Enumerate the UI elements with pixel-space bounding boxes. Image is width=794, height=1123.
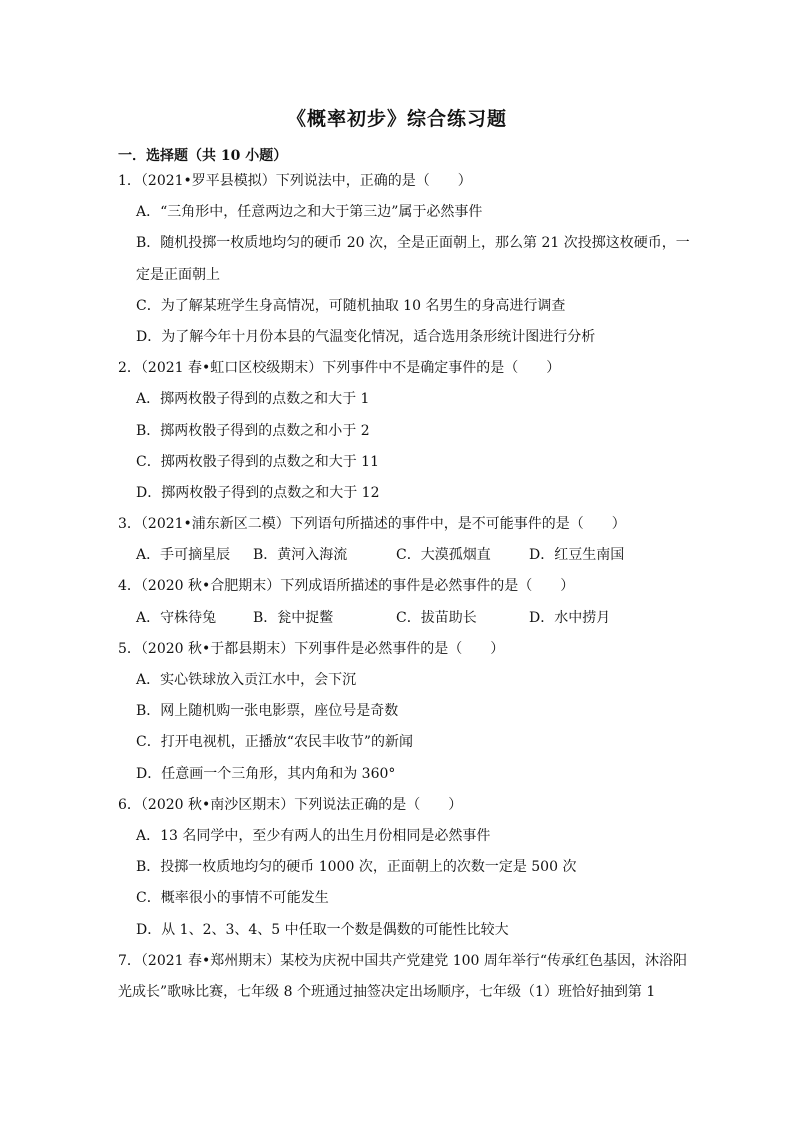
question-stem: 3．（2021•浦东新区二模）下列语句所描述的事件中，是不可能事件的是（ ） — [118, 516, 626, 533]
question-item — [118, 946, 688, 1008]
answer-option: B．掷两枚骰子得到的点数之和小于 2 — [136, 422, 370, 439]
answer-option: B．瓮中捉鳖 — [253, 609, 334, 626]
question-stem: 1．（2021•罗平县模拟）下列说法中，正确的是（ ） — [118, 173, 472, 189]
question-item — [118, 509, 684, 571]
answer-option: A．实心铁球放入贡江水中，会下沉 — [136, 672, 357, 688]
answer-option: B．黄河入海流 — [253, 547, 348, 564]
answer-option: D．红豆生南国 — [529, 547, 625, 564]
page-title: 《概率初步》综合练习题 — [286, 108, 507, 130]
section-heading: 一．选择题（共 10 小题） — [118, 148, 288, 164]
answer-option: B．网上随机购一张电影票，座位号是奇数 — [136, 703, 399, 720]
answer-option: D．从 1、2、3、4、5 中任取一个数是偶数的可能性比较大 — [136, 921, 509, 938]
question-item — [118, 790, 684, 946]
answer-options-row — [118, 603, 684, 634]
answer-option: 定是正面朝上 — [136, 266, 220, 283]
answer-option: A．掷两枚骰子得到的点数之和大于 1 — [136, 391, 370, 408]
answer-option: C．拔苗助长 — [396, 609, 477, 626]
question-list — [118, 166, 690, 1008]
answer-option: A．13 名同学中，至少有两人的出生月份相同是必然事件 — [136, 827, 491, 844]
answer-option: D．为了解今年十月份本县的气温变化情况，适合选用条形统计图进行分析 — [136, 328, 596, 345]
answer-option: B．投掷一枚质地均匀的硬币 1000 次，正面朝上的次数一定是 500 次 — [136, 859, 577, 876]
answer-option: C．为了解某班学生身高情况，可随机抽取 10 名男生的身高进行调查 — [136, 297, 566, 314]
question-stem: 光成长”歌咏比赛，七年级 8 个班通过抽签决定出场顺序，七年级（1）班恰好抽到第 1 — [118, 983, 656, 1000]
answer-option: A．手可摘星辰 — [136, 547, 231, 564]
answer-options-row — [118, 540, 684, 571]
question-item — [118, 571, 684, 633]
answer-option: D．水中捞月 — [529, 609, 611, 626]
question-stem: 4．（2020 秋•合肥期末）下列成语所描述的事件是必然事件的是（ ） — [118, 578, 575, 595]
answer-option: A．守株待兔 — [136, 609, 217, 626]
question-stem: 7．（2021 春•郑州期末）某校为庆祝中国共产党建党 100 周年举行“传承红色基因，沐浴阳 — [118, 952, 688, 969]
question-stem: 5．（2020 秋•于都县期末）下列事件是必然事件的是（ ） — [118, 640, 505, 657]
answer-option: C．打开电视机，正播放“农民丰收节”的新闻 — [136, 734, 414, 751]
question-item — [118, 166, 690, 353]
answer-option: C．掷两枚骰子得到的点数之和大于 11 — [136, 453, 379, 470]
question-stem: 2．（2021 春•虹口区校级期末）下列事件中不是确定事件的是（ ） — [118, 360, 561, 377]
answer-option: C．大漠孤烟直 — [396, 547, 491, 564]
question-item — [118, 634, 684, 790]
answer-option: C．概率很小的事情不可能发生 — [136, 890, 329, 907]
question-item — [118, 353, 684, 509]
answer-option: B．随机投掷一枚质地均匀的硬币 20 次，全是正面朝上，那么第 21 次投掷这枚硬币，一 — [136, 235, 690, 252]
answer-option: A．“三角形中，任意两边之和大于第三边”属于必然事件 — [136, 204, 483, 221]
answer-option: D．任意画一个三角形，其内角和为 360° — [136, 765, 396, 782]
question-stem: 6．（2020 秋•南沙区期末）下列说法正确的是（ ） — [118, 796, 463, 813]
answer-option: D．掷两枚骰子得到的点数之和大于 12 — [136, 484, 380, 501]
